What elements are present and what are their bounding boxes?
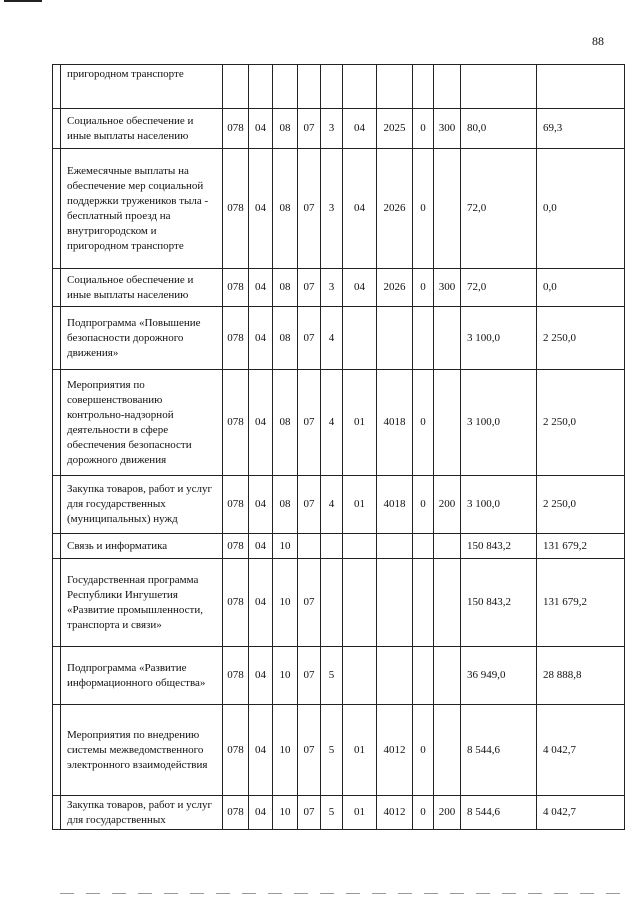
ministry-code-cell: 078	[223, 534, 249, 559]
ministry-code-cell: 078	[223, 109, 249, 149]
direction-cell: 2025	[377, 109, 413, 149]
scan-artifact-line	[4, 0, 42, 2]
ext-code-cell: 0	[413, 476, 434, 534]
table-row	[53, 559, 625, 647]
actual-amount-cell: 4 042,7	[537, 796, 625, 830]
subsection-cell: 08	[273, 149, 298, 269]
subsection-cell: 10	[273, 796, 298, 830]
subprogram-cell: 5	[321, 796, 343, 830]
section-cell: 04	[249, 269, 273, 307]
table-row	[53, 647, 625, 705]
direction-cell: 4018	[377, 476, 413, 534]
section-cell: 04	[249, 370, 273, 476]
program-cell: 07	[298, 109, 321, 149]
actual-amount-cell: 0,0	[537, 269, 625, 307]
expense-type-cell	[434, 65, 461, 109]
event-cell: 04	[343, 109, 377, 149]
row-index-cell	[53, 559, 61, 647]
section-cell: 04	[249, 109, 273, 149]
direction-cell: 2026	[377, 149, 413, 269]
section-cell: 04	[249, 476, 273, 534]
section-cell: 04	[249, 149, 273, 269]
expense-type-cell	[434, 647, 461, 705]
plan-amount-cell: 36 949,0	[461, 647, 537, 705]
ministry-code-cell: 078	[223, 705, 249, 796]
ext-code-cell: 0	[413, 109, 434, 149]
direction-cell: 4012	[377, 796, 413, 830]
plan-amount-cell: 8 544,6	[461, 705, 537, 796]
ministry-code-cell: 078	[223, 307, 249, 370]
table-row	[53, 705, 625, 796]
section-cell: 04	[249, 534, 273, 559]
item-name-cell: Мероприятия по внедрению системы межведомственного электронного взаимодействия	[61, 705, 223, 796]
plan-amount-cell: 8 544,6	[461, 796, 537, 830]
actual-amount-cell: 2 250,0	[537, 307, 625, 370]
table-row	[53, 796, 625, 830]
row-index-cell	[53, 269, 61, 307]
item-name-cell: Связь и информатика	[61, 534, 223, 559]
direction-cell: 4012	[377, 705, 413, 796]
section-cell	[249, 65, 273, 109]
subprogram-cell: 4	[321, 370, 343, 476]
ext-code-cell: 0	[413, 796, 434, 830]
event-cell	[343, 307, 377, 370]
event-cell	[343, 559, 377, 647]
subprogram-cell: 5	[321, 647, 343, 705]
row-index-cell	[53, 307, 61, 370]
subsection-cell: 10	[273, 647, 298, 705]
subprogram-cell	[321, 534, 343, 559]
direction-cell	[377, 65, 413, 109]
subprogram-cell	[321, 559, 343, 647]
expense-type-cell: 200	[434, 796, 461, 830]
row-index-cell	[53, 476, 61, 534]
section-cell: 04	[249, 307, 273, 370]
subprogram-cell: 3	[321, 109, 343, 149]
event-cell: 01	[343, 796, 377, 830]
subprogram-cell	[321, 65, 343, 109]
event-cell: 04	[343, 269, 377, 307]
item-name-cell: Ежемесячные выплаты на обеспечение мер социальной поддержки тружеников тыла - бесплатный проезд на внутригородском и пригородном транспорте	[61, 149, 223, 269]
event-cell: 01	[343, 476, 377, 534]
subsection-cell: 10	[273, 534, 298, 559]
expense-type-cell: 300	[434, 109, 461, 149]
event-cell: 01	[343, 370, 377, 476]
plan-amount-cell: 3 100,0	[461, 370, 537, 476]
ministry-code-cell: 078	[223, 559, 249, 647]
event-cell	[343, 647, 377, 705]
actual-amount-cell: 2 250,0	[537, 370, 625, 476]
row-index-cell	[53, 370, 61, 476]
plan-amount-cell: 3 100,0	[461, 307, 537, 370]
subprogram-cell: 3	[321, 149, 343, 269]
ministry-code-cell: 078	[223, 647, 249, 705]
direction-cell	[377, 307, 413, 370]
subsection-cell: 10	[273, 559, 298, 647]
expense-type-cell	[434, 370, 461, 476]
program-cell	[298, 65, 321, 109]
direction-cell	[377, 647, 413, 705]
section-cell: 04	[249, 705, 273, 796]
expense-type-cell	[434, 534, 461, 559]
actual-amount-cell: 4 042,7	[537, 705, 625, 796]
plan-amount-cell	[461, 65, 537, 109]
expense-type-cell	[434, 149, 461, 269]
program-cell: 07	[298, 647, 321, 705]
plan-amount-cell: 80,0	[461, 109, 537, 149]
table-row	[53, 149, 625, 269]
program-cell: 07	[298, 796, 321, 830]
section-cell: 04	[249, 559, 273, 647]
actual-amount-cell: 131 679,2	[537, 534, 625, 559]
table-row	[53, 109, 625, 149]
subsection-cell: 08	[273, 109, 298, 149]
table-row	[53, 476, 625, 534]
item-name-cell: пригородном транспорте	[61, 65, 223, 109]
row-index-cell	[53, 534, 61, 559]
actual-amount-cell: 0,0	[537, 149, 625, 269]
ext-code-cell: 0	[413, 705, 434, 796]
row-index-cell	[53, 149, 61, 269]
section-cell: 04	[249, 796, 273, 830]
subsection-cell: 08	[273, 269, 298, 307]
actual-amount-cell: 28 888,8	[537, 647, 625, 705]
row-index-cell	[53, 65, 61, 109]
subprogram-cell: 5	[321, 705, 343, 796]
direction-cell: 4018	[377, 370, 413, 476]
program-cell	[298, 534, 321, 559]
item-name-cell: Подпрограмма «Повышение безопасности дорожного движения»	[61, 307, 223, 370]
event-cell	[343, 534, 377, 559]
plan-amount-cell: 150 843,2	[461, 534, 537, 559]
item-name-cell: Социальное обеспечение и иные выплаты населению	[61, 109, 223, 149]
item-name-cell: Социальное обеспечение и иные выплаты населению	[61, 269, 223, 307]
ext-code-cell	[413, 647, 434, 705]
subprogram-cell: 4	[321, 476, 343, 534]
row-index-cell	[53, 647, 61, 705]
program-cell: 07	[298, 370, 321, 476]
program-cell: 07	[298, 269, 321, 307]
expense-type-cell	[434, 307, 461, 370]
expense-type-cell: 200	[434, 476, 461, 534]
direction-cell	[377, 534, 413, 559]
scan-noise-line	[60, 893, 620, 894]
ext-code-cell: 0	[413, 149, 434, 269]
subsection-cell: 08	[273, 307, 298, 370]
program-cell: 07	[298, 705, 321, 796]
actual-amount-cell: 69,3	[537, 109, 625, 149]
actual-amount-cell: 2 250,0	[537, 476, 625, 534]
subprogram-cell: 4	[321, 307, 343, 370]
event-cell: 04	[343, 149, 377, 269]
expense-type-cell	[434, 559, 461, 647]
subsection-cell	[273, 65, 298, 109]
actual-amount-cell: 131 679,2	[537, 559, 625, 647]
event-cell: 01	[343, 705, 377, 796]
budget-table	[52, 64, 625, 830]
subsection-cell: 10	[273, 705, 298, 796]
plan-amount-cell: 150 843,2	[461, 559, 537, 647]
expense-type-cell: 300	[434, 269, 461, 307]
ministry-code-cell: 078	[223, 149, 249, 269]
subprogram-cell: 3	[321, 269, 343, 307]
item-name-cell: Государственная программа Республики Ингушетия «Развитие промышленности, транспорта и связи»	[61, 559, 223, 647]
item-name-cell: Подпрограмма «Развитие информационного общества»	[61, 647, 223, 705]
program-cell: 07	[298, 307, 321, 370]
row-index-cell	[53, 109, 61, 149]
table-row	[53, 534, 625, 559]
ministry-code-cell: 078	[223, 796, 249, 830]
program-cell: 07	[298, 149, 321, 269]
table-row	[53, 269, 625, 307]
item-name-cell: Закупка товаров, работ и услуг для государственных	[61, 796, 223, 830]
row-index-cell	[53, 796, 61, 830]
section-cell: 04	[249, 647, 273, 705]
actual-amount-cell	[537, 65, 625, 109]
ministry-code-cell: 078	[223, 269, 249, 307]
plan-amount-cell: 72,0	[461, 149, 537, 269]
item-name-cell: Мероприятия по совершенствованию контрольно-надзорной деятельности в сфере обеспечения безопасности дорожного движения	[61, 370, 223, 476]
plan-amount-cell: 72,0	[461, 269, 537, 307]
ext-code-cell: 0	[413, 370, 434, 476]
ext-code-cell	[413, 559, 434, 647]
subsection-cell: 08	[273, 476, 298, 534]
direction-cell	[377, 559, 413, 647]
table-row	[53, 307, 625, 370]
expense-type-cell	[434, 705, 461, 796]
table-row	[53, 65, 625, 109]
program-cell: 07	[298, 559, 321, 647]
item-name-cell: Закупка товаров, работ и услуг для государственных (муниципальных) нужд	[61, 476, 223, 534]
page-number: 88	[592, 34, 604, 48]
ext-code-cell	[413, 65, 434, 109]
direction-cell: 2026	[377, 269, 413, 307]
plan-amount-cell: 3 100,0	[461, 476, 537, 534]
ext-code-cell: 0	[413, 269, 434, 307]
event-cell	[343, 65, 377, 109]
program-cell: 07	[298, 476, 321, 534]
ministry-code-cell: 078	[223, 476, 249, 534]
table-row	[53, 370, 625, 476]
ext-code-cell	[413, 534, 434, 559]
row-index-cell	[53, 705, 61, 796]
ministry-code-cell	[223, 65, 249, 109]
subsection-cell: 08	[273, 370, 298, 476]
ext-code-cell	[413, 307, 434, 370]
ministry-code-cell: 078	[223, 370, 249, 476]
